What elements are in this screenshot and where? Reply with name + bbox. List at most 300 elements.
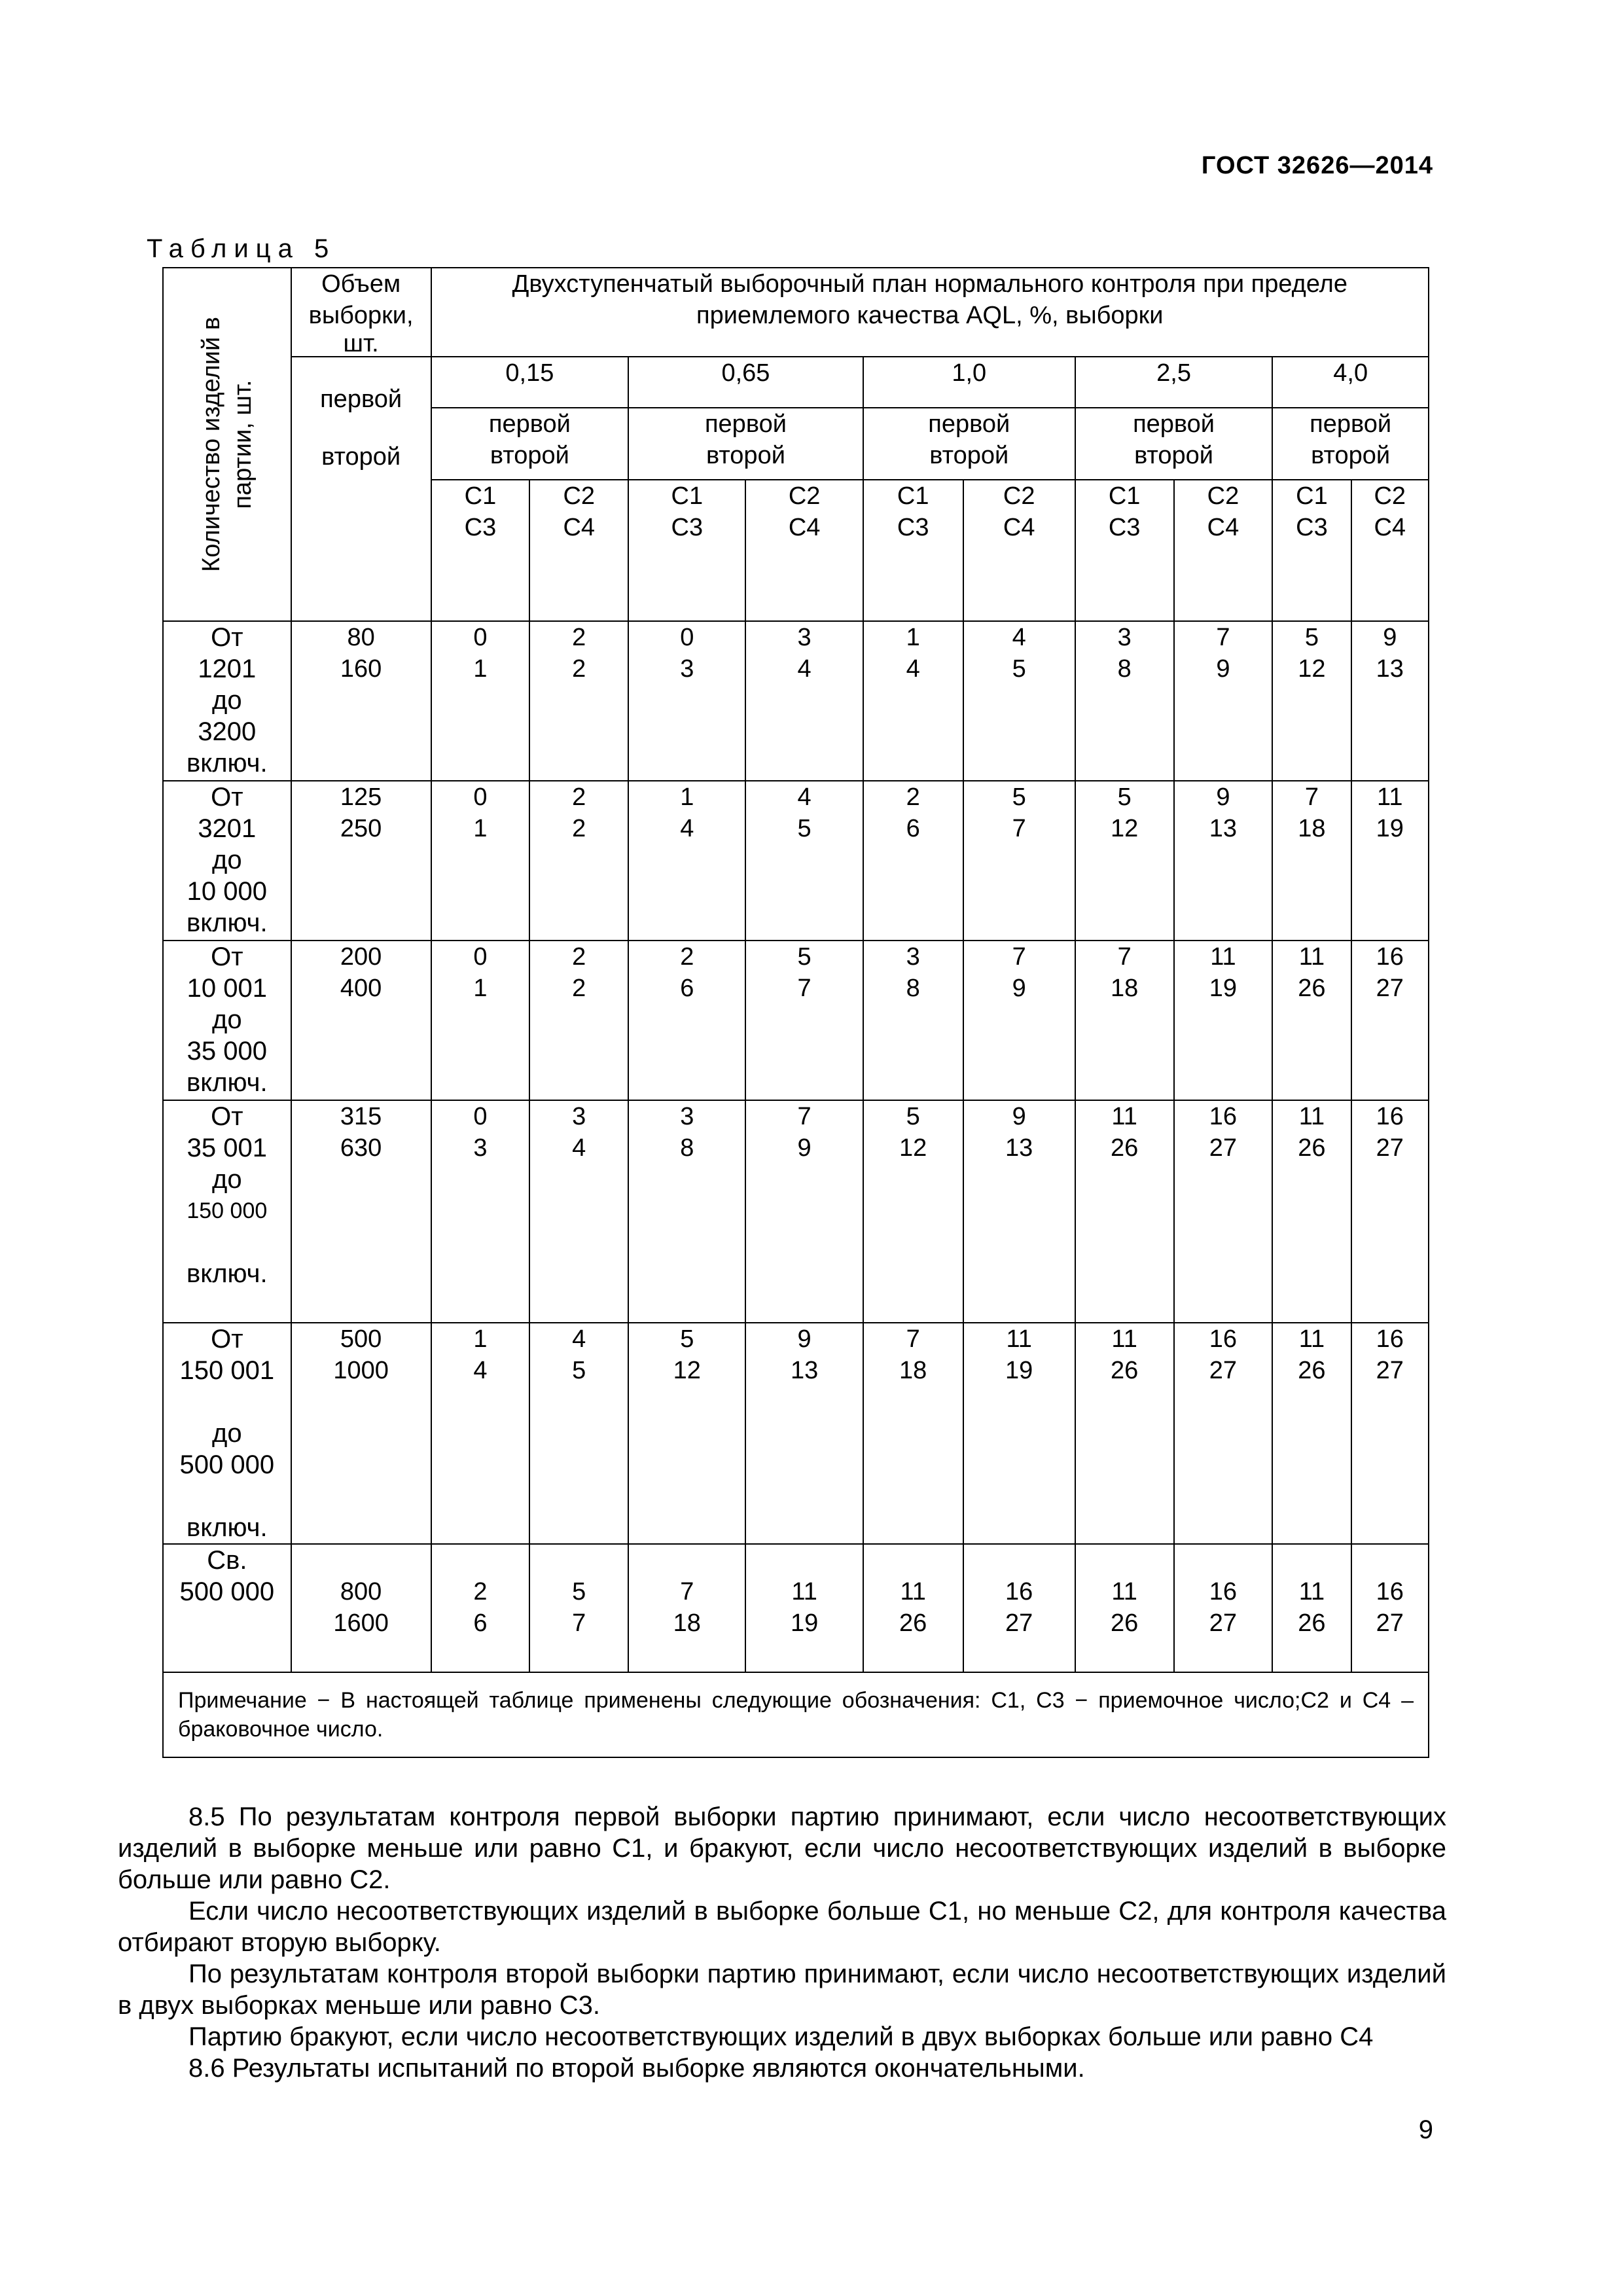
criterion-cell [745,781,863,941]
criterion-value: 5 [680,1325,694,1353]
lot-size-line: Св. [207,1546,247,1575]
criterion-value: 27 [1005,1609,1033,1637]
c-label: C1 [464,482,497,510]
criterion-value: 26 [1298,1609,1326,1637]
criterion-cell [745,1544,863,1672]
criterion-value: 12 [1298,655,1326,683]
c-label-cell [745,480,863,621]
lot-size-line: От [211,942,243,971]
criterion-value: 11 [1111,1325,1137,1353]
criterion-value: 3 [797,624,812,651]
criterion-value: 2 [572,624,586,651]
lot-size-line: 500 000 [179,1577,275,1606]
criterion-value: 5 [1304,624,1319,651]
criterion-value: 26 [1298,1134,1326,1162]
criterion-cell [431,941,530,1100]
criterion-value: 6 [473,1609,488,1637]
lot-size-line: 35 001 [187,1134,267,1162]
criterion-value: 26 [1298,975,1326,1002]
criterion-value: 2 [572,655,586,683]
criterion-value: 18 [1111,975,1139,1002]
lot-size-line: От [211,783,243,812]
sample-size-header-line: выборки, [308,302,414,329]
criterion-cell [745,621,863,781]
c-label: C3 [464,514,497,541]
criterion-value: 16 [1209,1325,1238,1353]
criterion-value: 4 [572,1134,586,1162]
criterion-value: 3 [680,655,694,683]
criterion-value: 27 [1209,1357,1238,1384]
sample-size-value: 315 [340,1103,382,1130]
lot-size-line: 150 000 [187,1198,268,1223]
table-row [163,1100,1429,1323]
criterion-cell [431,1100,530,1323]
criterion-cell [1272,1100,1351,1323]
lot-size-header-line: партии, шт. [228,380,257,509]
c-label-cell [963,480,1075,621]
criterion-cell [745,1323,863,1544]
lot-size-line: до [212,1165,242,1194]
sample-size-value: 400 [340,975,382,1002]
criterion-cell [1174,941,1273,1100]
aql-level: 0,15 [431,357,629,408]
criterion-value: 7 [906,1325,920,1353]
criterion-cell [1272,621,1351,781]
c-label-cell [431,480,530,621]
criterion-cell [863,1323,963,1544]
criterion-value: 13 [1005,1134,1033,1162]
sample-size-value: 125 [340,783,382,811]
criterion-value: 11 [1111,1103,1137,1130]
criterion-value: 11 [1006,1325,1032,1353]
sample-second-label: второй [929,442,1009,469]
criterion-cell [863,621,963,781]
c-label-cell [1272,480,1351,621]
criterion-value: 5 [1012,655,1026,683]
c-label: C3 [1108,514,1141,541]
criterion-value: 5 [906,1103,920,1130]
criterion-value: 11 [791,1578,817,1605]
paragraph: Если число несоответствующих изделий в выборке больше С1, но меньше С2, для контроля качества отбирают вторую выборку. [118,1897,1446,1957]
criterion-cell [1174,781,1273,941]
lot-size-cell [163,1544,291,1672]
lot-size-cell [163,1323,291,1544]
criterion-value: 6 [906,815,920,842]
lot-size-line: включ. [187,1068,268,1097]
sample-size-value: 250 [340,815,382,842]
lot-size-line: до [212,1419,242,1448]
criterion-value: 9 [1216,783,1230,811]
criterion-value: 7 [797,1103,812,1130]
standard-code: ГОСТ 32626—2014 [1201,152,1433,179]
sample-second-label: второй [1311,442,1391,469]
lot-size-line: включ. [187,1259,268,1288]
criterion-cell [431,621,530,781]
sampling-plan-table [162,267,1429,1758]
criterion-value: 2 [572,783,586,811]
criterion-cell [1174,1544,1273,1672]
lot-size-header-line: Количество изделий в [197,317,225,572]
paragraph: Партию бракуют, если число несоответствующих изделий в двух выборках больше или равно С4 [188,2022,1374,2051]
sample-size-cell [291,1544,431,1672]
sample-size-header [291,268,431,357]
paragraph: 8.6 Результаты испытаний по второй выборке являются окончательными. [188,2054,1085,2083]
c-label: C2 [563,482,596,510]
criterion-value: 7 [572,1609,586,1637]
criterion-value: 2 [572,975,586,1002]
criterion-value: 11 [1298,1325,1325,1353]
paragraph: По результатам контроля второй выборки партию принимают, если число несоответствующих изделий в двух выборках меньше или равно С3. [118,1960,1446,2020]
c-label: C2 [788,482,821,510]
criterion-value: 2 [680,943,694,971]
lot-size-line: От [211,1102,243,1131]
criterion-cell [1272,941,1351,1100]
criterion-cell [1075,1323,1174,1544]
criterion-value: 27 [1376,975,1404,1002]
sample-size-value: 1000 [333,1357,389,1384]
sample-size-value: 630 [340,1134,382,1162]
criterion-cell [529,941,628,1100]
lot-size-line [164,1480,291,1512]
c-label-cell [1351,480,1429,621]
criterion-value: 19 [1005,1357,1033,1384]
criterion-cell [1174,1100,1273,1323]
criterion-value: 2 [906,783,920,811]
lot-size-cell [163,941,291,1100]
criterion-value: 11 [1298,1578,1325,1605]
criterion-value: 18 [899,1357,927,1384]
criterion-cell [863,941,963,1100]
criterion-cell [628,941,745,1100]
c-label: C3 [671,514,704,541]
criterion-value: 16 [1209,1103,1238,1130]
criterion-cell [628,621,745,781]
criterion-value: 16 [1209,1578,1238,1605]
criterion-value: 4 [680,815,694,842]
criterion-value: 19 [1209,975,1238,1002]
c-label: C3 [897,514,929,541]
lot-size-line: 3201 [198,814,257,843]
criterion-value: 16 [1376,943,1404,971]
aql-sample-labels [1272,408,1429,480]
lot-size-cell [163,1100,291,1323]
criterion-cell [963,941,1075,1100]
criterion-value: 18 [1298,815,1326,842]
criterion-cell [963,1544,1075,1672]
sample-size-value: 500 [340,1325,382,1353]
criterion-value: 19 [790,1609,819,1637]
sample-first-label: первой [928,410,1010,438]
sample-second-label: второй [705,442,785,469]
criterion-cell [529,1544,628,1672]
c-label-cell [1174,480,1273,621]
criterion-value: 4 [797,783,812,811]
criterion-value: 9 [797,1134,812,1162]
criterion-value: 9 [797,1325,812,1353]
criterion-value: 0 [473,1103,488,1130]
criterion-value: 19 [1376,815,1404,842]
criterion-cell [628,1323,745,1544]
lot-size-cell [163,781,291,941]
criterion-value: 3 [473,1134,488,1162]
lot-size-line: 35 000 [187,1037,267,1066]
body-text [118,1801,1446,2084]
sample-order-labels [291,357,431,621]
criterion-cell [529,1323,628,1544]
criterion-value: 0 [473,943,488,971]
criterion-value: 5 [572,1578,586,1605]
page-number: 9 [1418,2115,1433,2144]
criterion-value: 13 [1376,655,1404,683]
criterion-cell [628,1544,745,1672]
criterion-value: 26 [1111,1134,1139,1162]
criterion-cell [1351,1100,1429,1323]
c-label: C2 [1207,482,1240,510]
sample-size-value: 200 [340,943,382,971]
lot-size-line [164,1386,291,1418]
table-row [163,781,1429,941]
lot-size-line: 10 001 [187,974,267,1003]
criterion-cell [529,781,628,941]
criterion-value: 8 [906,975,920,1002]
sample-size-cell [291,941,431,1100]
criterion-value: 7 [680,1578,694,1605]
paragraph: 8.5 По результатам контроля первой выборки партию принимают, если число несоответствующих изделий в выборке меньше или равно С1, и бракуют, если число несоответствующих изделий в выборке больше или равно С2. [118,1803,1446,1894]
criterion-cell [529,1100,628,1323]
criterion-value: 2 [572,815,586,842]
lot-size-line: 500 000 [179,1450,275,1479]
criterion-value: 3 [906,943,920,971]
criterion-cell [745,1100,863,1323]
c-label-cell [529,480,628,621]
sample-second-label: второй [1134,442,1214,469]
criterion-cell [1075,1544,1174,1672]
criterion-value: 16 [1376,1103,1404,1130]
sample-size-header-line: шт. [343,330,379,357]
sample-first-label: первой [1310,410,1392,438]
sample-first-label: первой [320,386,402,413]
criterion-cell [963,1323,1075,1544]
criterion-cell [863,1544,963,1672]
aql-sample-labels [628,408,863,480]
c-label: C1 [671,482,704,510]
criterion-value: 16 [1005,1578,1033,1605]
criterion-cell [1075,941,1174,1100]
lot-size-header [163,268,291,621]
criterion-value: 8 [1117,655,1132,683]
criterion-value: 4 [797,655,812,683]
criterion-cell [1351,1544,1429,1672]
criterion-value: 26 [899,1609,927,1637]
sample-size-value: 160 [340,655,382,683]
criterion-value: 9 [1383,624,1397,651]
criterion-value: 11 [1111,1578,1137,1605]
criterion-value: 7 [1012,943,1026,971]
sample-first-label: первой [1133,410,1215,438]
criterion-value: 4 [473,1357,488,1384]
criterion-value: 12 [1111,815,1139,842]
criterion-value: 5 [797,943,812,971]
criterion-value: 3 [1117,624,1132,651]
table-caption: Таблица 5 [147,234,336,263]
criterion-value: 26 [1298,1357,1326,1384]
sample-size-cell [291,1100,431,1323]
criterion-value: 12 [673,1357,701,1384]
criterion-value: 27 [1376,1134,1404,1162]
criterion-value: 1 [680,783,694,811]
criterion-value: 0 [680,624,694,651]
criterion-cell [431,1544,530,1672]
c-label: C2 [1003,482,1035,510]
sample-size-value: 1600 [333,1609,389,1637]
criterion-value: 18 [673,1609,701,1637]
criterion-value: 7 [1304,783,1319,811]
criterion-cell [628,1100,745,1323]
criterion-cell [431,781,530,941]
criterion-cell [1272,781,1351,941]
criterion-cell [1272,1323,1351,1544]
sample-size-value: 800 [340,1578,382,1605]
criterion-value: 13 [1209,815,1238,842]
lot-size-line: до [212,1005,242,1034]
criterion-value: 16 [1376,1325,1404,1353]
criterion-cell [1351,621,1429,781]
criterion-value: 11 [1210,943,1236,971]
lot-size-line: От [211,1325,243,1354]
criterion-value: 7 [1012,815,1026,842]
aql-level: 2,5 [1075,357,1273,408]
c-label-cell [863,480,963,621]
criterion-value: 5 [572,1357,586,1384]
criterion-value: 0 [473,783,488,811]
c-label: C1 [1108,482,1141,510]
criterion-value: 26 [1111,1357,1139,1384]
criterion-value: 1 [473,655,488,683]
criterion-cell [529,621,628,781]
criterion-value: 27 [1376,1609,1404,1637]
sample-second-label: второй [490,442,569,469]
criterion-cell [1174,1323,1273,1544]
aql-level: 4,0 [1272,357,1429,408]
criterion-cell [1174,621,1273,781]
table-row [163,941,1429,1100]
criterion-value: 27 [1376,1357,1404,1384]
lot-size-line: 3200 [198,717,257,746]
criterion-cell [745,941,863,1100]
lot-size-line [164,1227,291,1258]
criterion-cell [1351,1323,1429,1544]
c-label-cell [628,480,745,621]
c-label: C4 [788,514,821,541]
aql-level: 1,0 [863,357,1075,408]
criterion-value: 12 [899,1134,927,1162]
sampling-plan-header-line: Двухступенчатый выборочный план нормального контроля при пределе [512,270,1347,298]
criterion-value: 1 [473,1325,488,1353]
table-note: Примечание − В настоящей таблице применены следующие обозначения: С1, С3 − приемочное число;С2 и С4 – браковочное число. [163,1672,1429,1757]
criterion-value: 5 [1012,783,1026,811]
criterion-value: 11 [1298,943,1325,971]
c-label: C4 [1003,514,1035,541]
criterion-value: 0 [473,624,488,651]
lot-size-line: От [211,623,243,652]
criterion-cell [963,621,1075,781]
aql-sample-labels [863,408,1075,480]
criterion-value: 9 [1012,1103,1026,1130]
lot-size-line: включ. [187,908,268,937]
sample-size-cell [291,1323,431,1544]
criterion-value: 2 [473,1578,488,1605]
criterion-value: 2 [572,943,586,971]
aql-level: 0,65 [628,357,863,408]
lot-size-line: 1201 [198,655,257,683]
criterion-value: 6 [680,975,694,1002]
criterion-value: 5 [1117,783,1132,811]
criterion-cell [431,1323,530,1544]
sample-size-cell [291,621,431,781]
sample-size-header-line: Объем [321,270,401,298]
criterion-value: 3 [680,1103,694,1130]
criterion-cell [1351,781,1429,941]
sample-first-label: первой [488,410,571,438]
criterion-value: 8 [680,1134,694,1162]
c-label: C2 [1374,482,1406,510]
criterion-value: 7 [1216,624,1230,651]
criterion-cell [1272,1544,1351,1672]
criterion-value: 27 [1209,1609,1238,1637]
aql-sample-labels [431,408,629,480]
criterion-value: 9 [1216,655,1230,683]
criterion-value: 11 [1298,1103,1325,1130]
criterion-cell [628,781,745,941]
lot-size-line: 150 001 [179,1356,275,1385]
lot-size-line: включ. [187,1513,268,1542]
c-label: C1 [1296,482,1328,510]
c-label: C4 [1207,514,1240,541]
table-row [163,1323,1429,1544]
criterion-value: 5 [797,815,812,842]
criterion-cell [1075,781,1174,941]
criterion-cell [1075,621,1174,781]
c-label: C3 [1296,514,1328,541]
criterion-value: 27 [1209,1134,1238,1162]
criterion-cell [863,1100,963,1323]
table-row [163,1544,1429,1672]
criterion-value: 13 [790,1357,819,1384]
criterion-value: 4 [1012,624,1026,651]
sample-second-label: второй [321,443,401,471]
criterion-value: 16 [1376,1578,1404,1605]
criterion-value: 3 [572,1103,586,1130]
criterion-value: 7 [1117,943,1132,971]
sampling-plan-header-line: приемлемого качества AQL, %, выборки [696,302,1164,329]
criterion-value: 1 [906,624,920,651]
criterion-cell [1351,941,1429,1100]
criterion-value: 9 [1012,975,1026,1002]
lot-size-line: 10 000 [187,877,267,906]
table-row [163,621,1429,781]
sample-first-label: первой [704,410,787,438]
criterion-cell [963,781,1075,941]
lot-size-line: до [212,846,242,874]
criterion-value: 1 [473,975,488,1002]
criterion-cell [963,1100,1075,1323]
c-label-cell [1075,480,1174,621]
criterion-value: 11 [900,1578,926,1605]
criterion-cell [1075,1100,1174,1323]
aql-sample-labels [1075,408,1273,480]
criterion-value: 11 [1377,783,1403,811]
c-label: C4 [1374,514,1406,541]
